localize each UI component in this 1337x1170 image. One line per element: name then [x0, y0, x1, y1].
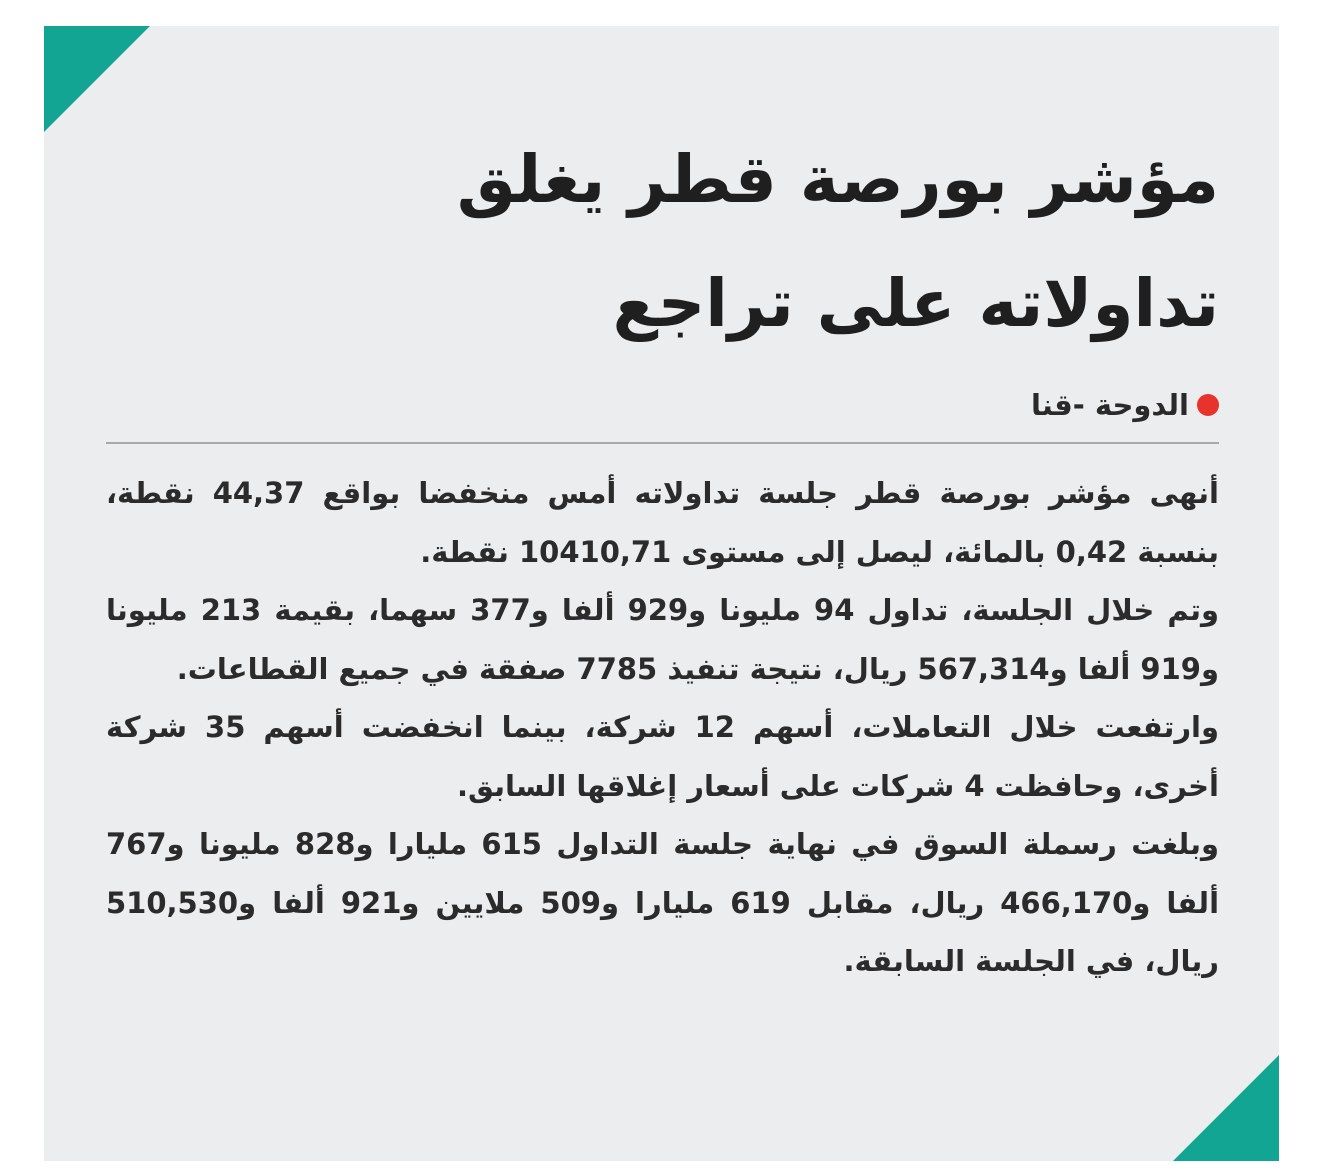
- paragraph-1: أنهى مؤشر بورصة قطر جلسة تداولاته أمس منخفضا بواقع 44,37 نقطة، بنسبة 0,42 بالمائة، ليصل إلى مستوى 10410,71 نقطة.: [106, 476, 1219, 569]
- article-body: [106, 464, 1219, 991]
- paragraph-2: وتم خلال الجلسة، تداول 94 مليونا و929 ألفا و377 سهما، بقيمة 213 مليونا و919 ألفا و567,314 ريال، نتيجة تنفيذ 7785 صفقة في جميع القطاعات.: [106, 593, 1220, 686]
- paragraph-3: وارتفعت خلال التعاملات، أسهم 12 شركة، بينما انخفضت أسهم 35 شركة أخرى، وحافظت 4 شركات على أسعار إغلاقها السابق.: [106, 710, 1219, 803]
- article-card: [44, 26, 1279, 1161]
- dateline-text: الدوحة -قنا: [1031, 388, 1189, 422]
- paragraph-4: وبلغت رسملة السوق في نهاية جلسة التداول 615 مليارا و828 مليونا و767 ألفا و466,170 ريال، مقابل 619 مليارا و509 ملايين و921 ألفا و510,530 ريال، في الجلسة السابقة.: [106, 827, 1220, 978]
- corner-decoration-top-left: [44, 26, 150, 132]
- corner-decoration-bottom-right: [1173, 1055, 1279, 1161]
- divider: [106, 442, 1219, 444]
- article-headline: مؤشر بورصة قطر يغلق تداولاته على تراجع: [456, 141, 1219, 342]
- article-dateline: [1031, 388, 1219, 422]
- dateline-dot-icon: [1197, 394, 1219, 416]
